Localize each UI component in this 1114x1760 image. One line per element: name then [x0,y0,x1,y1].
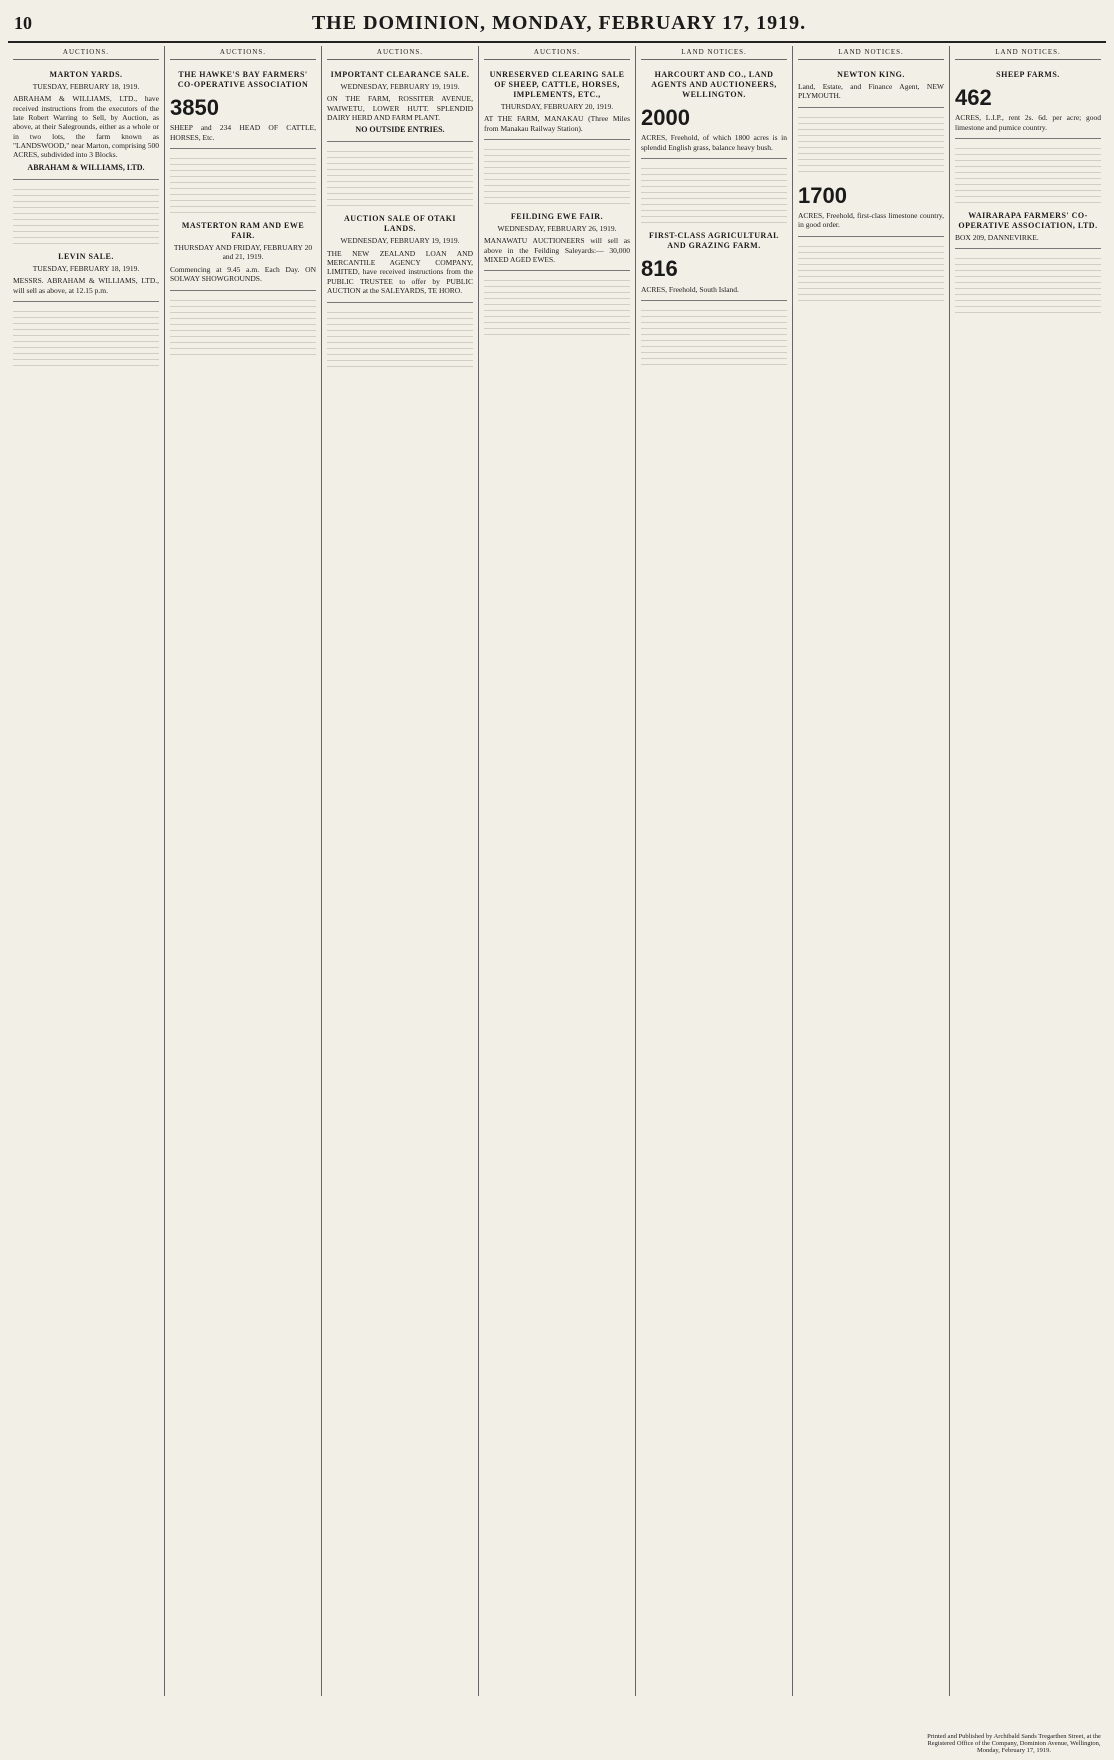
classified-ad [170,66,316,149]
classified-ad [798,176,944,237]
small-print-filler [798,241,944,301]
ad-body: MESSRS. ABRAHAM & WILLIAMS, LTD., will sell as above, at 12.15 p.m. [13,276,159,295]
column-header: LAND NOTICES. [798,46,944,60]
newspaper-column [636,46,793,1696]
ad-heading: FIRST-CLASS AGRICULTURAL AND GRAZING FARM. [649,231,779,250]
newspaper-column [8,46,165,1696]
ad-figure: 1700 [798,182,847,208]
classified-ad [170,217,316,291]
classified-ad [484,66,630,140]
ad-figure: 3850 [170,94,219,120]
printer-imprint: Printed and Published by Archibald Sands Tregarthen Street, at the Registered Office of the Company, Dominion Avenue, Wellington, Monday, February 17, 1919. [927,1733,1101,1754]
classified-ad [955,207,1101,249]
ad-heading: THE HAWKE'S BAY FARMERS' CO-OPERATIVE ASSOCIATION [177,69,309,89]
newspaper-column [322,46,479,1696]
column-header: AUCTIONS. [484,46,630,60]
ad-date: WEDNESDAY, FEBRUARY 19, 1919. [340,236,460,246]
column-header: LAND NOTICES. [955,46,1101,60]
ad-heading: MASTERTON RAM AND EWE FAIR. [181,221,305,240]
small-print-filler [170,153,316,213]
column-header: AUCTIONS. [170,46,316,60]
classified-ad [327,66,473,143]
classified-ad [641,227,787,301]
newspaper-column [793,46,950,1696]
ad-body: ACRES, Freehold, South Island. [641,284,739,294]
classified-ad [327,210,473,302]
column-header: AUCTIONS. [327,46,473,60]
columns-container [8,46,1106,1696]
ad-body: BOX 209, DANNEVIRKE. [955,233,1039,242]
ad-figure: 462 [955,84,992,110]
small-print-filler [641,163,787,223]
ad-body: AT THE FARM, MANAKAU (Three Miles from Manakau Railway Station). [484,114,630,133]
ad-date: TUESDAY, FEBRUARY 18, 1919. [32,81,140,91]
ad-date: THURSDAY, FEBRUARY 20, 1919. [500,101,614,111]
ad-heading: WAIRARAPA FARMERS' CO-OPERATIVE ASSOCIATION, LTD. [958,211,1098,230]
ad-body: SHEEP and 234 HEAD OF CATTLE, HORSES, Etc. [170,123,316,142]
classified-ad [13,66,159,180]
ad-heading: UNRESERVED CLEARING SALE OF SHEEP, CATTLE, HORSES, IMPLEMENTS, ETC., [489,69,625,99]
ad-body: ACRES, L.I.P., rent 2s. 6d. per acre; good limestone and pumice country. [955,113,1101,132]
small-print-filler [641,305,787,365]
ad-body: MANAWATU AUCTIONEERS will sell as above in the Feilding Saleyards:— 30,000 MIXED AGED EWES. [484,236,630,264]
small-print-filler [327,146,473,206]
small-print-filler [170,295,316,355]
small-print-filler [327,307,473,367]
small-print-filler [13,184,159,244]
small-print-filler [955,253,1101,313]
ad-body: ACRES, Freehold, first-class limestone country, in good order. [798,211,944,230]
ad-heading: NEWTON KING. [837,69,905,79]
ad-heading: LEVIN SALE. [58,251,114,261]
newspaper-title: THE DOMINION, MONDAY, FEBRUARY 17, 1919. [311,12,807,34]
ad-body: Commencing at 9.45 a.m. Each Day. ON SOLWAY SHOWGROUNDS. [170,264,316,284]
ad-date: WEDNESDAY, FEBRUARY 19, 1919. [340,81,460,91]
ad-figure: 2000 [641,104,690,130]
ad-heading: MARTON YARDS. [49,69,123,79]
page-number: 10 [14,13,32,33]
ad-date: THURSDAY AND FRIDAY, FEBRUARY 20 and 21, 1919. [173,243,313,262]
small-print-filler [955,143,1101,203]
column-header: AUCTIONS. [13,46,159,60]
ad-heading: HARCOURT AND CO., LAND AGENTS AND AUCTIONEERS, WELLINGTON. [651,69,777,99]
ad-heading: SHEEP FARMS. [996,69,1060,79]
classified-ad [13,248,159,302]
classified-ad [798,66,944,108]
small-print-filler [484,275,630,335]
classified-ad [484,208,630,272]
ad-figure: 816 [641,256,678,281]
small-print-filler [798,112,944,172]
ad-heading: IMPORTANT CLEARANCE SALE. [330,69,470,79]
small-print-filler [13,306,159,366]
ad-date: TUESDAY, FEBRUARY 18, 1919. [32,263,140,273]
ad-heading: FEILDING EWE FAIR. [510,211,604,221]
ad-signature: ABRAHAM & WILLIAMS, LTD. [27,162,145,172]
masthead [8,6,1106,43]
ad-body: Land, Estate, and Finance Agent, NEW PLYMOUTH. [798,81,944,101]
newspaper-column [165,46,322,1696]
classified-ad [641,66,787,159]
ad-body: ABRAHAM & WILLIAMS, LTD., have received instructions from the executors of the late Robert Warring to Sell, by Auction, as above, at their Salegrounds, either as a whole or in two lots, the farm known as "LANDSWOOD," near Marton, comprising 500 ACRES, subdivided into 3 Blocks. [13,94,159,160]
ad-body: ACRES, Freehold, of which 1800 acres is in splendid English grass, balance heavy bush. [641,133,787,152]
newspaper-column [950,46,1106,1696]
column-header: LAND NOTICES. [641,46,787,60]
ad-signature: NO OUTSIDE ENTRIES. [355,125,445,135]
small-print-filler [484,144,630,204]
classified-ad [955,66,1101,139]
newspaper-column [479,46,636,1696]
ad-body: ON THE FARM, ROSSITER AVENUE, WAIWETU, LOWER HUTT. SPLENDID DAIRY HERD AND FARM PLANT. [327,94,473,122]
ad-date: WEDNESDAY, FEBRUARY 26, 1919. [497,223,617,233]
ad-body: THE NEW ZEALAND LOAN AND MERCANTILE AGENCY COMPANY, LIMITED, have received instructions from the PUBLIC TRUSTEE to offer by PUBLIC AUCTION at the SALEYARDS, TE HORO. [327,248,473,296]
ad-heading: AUCTION SALE OF OTAKI LANDS. [343,214,457,234]
